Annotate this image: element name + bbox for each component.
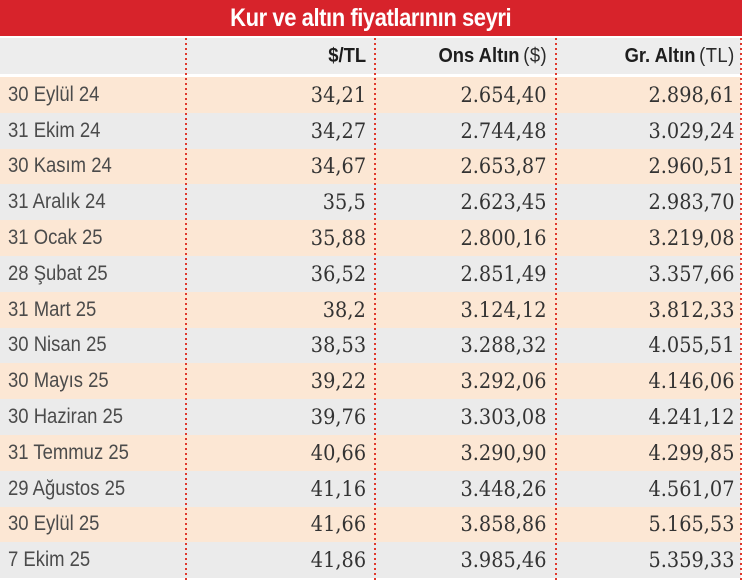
gr-altin-value: 2.983,70 — [648, 190, 735, 215]
usd-try-cell — [186, 435, 375, 471]
date-cell — [0, 507, 186, 543]
usd-try-value: 34,21 — [310, 82, 366, 107]
page-title: Kur ve altın fiyatlarının seyri — [230, 4, 512, 32]
gr-altin-cell — [556, 471, 741, 507]
usd-try-cell — [186, 507, 375, 543]
ons-altin-value: 2.653,87 — [460, 154, 547, 179]
usd-try-cell — [186, 77, 375, 113]
date-label: 30 Eylül 24 — [8, 82, 100, 106]
header-ons-altin-bold: Ons Altın — [438, 44, 520, 67]
ons-altin-cell — [375, 220, 556, 256]
gr-altin-value: 4.146,06 — [648, 369, 735, 394]
table-row — [0, 363, 741, 399]
usd-try-value: 40,66 — [310, 440, 366, 465]
date-cell — [0, 328, 186, 364]
date-label: 31 Temmuz 25 — [8, 440, 129, 464]
header-usd-try-label: $/TL — [328, 44, 366, 67]
gr-altin-cell — [556, 399, 741, 435]
ons-altin-cell — [375, 363, 556, 399]
table-row — [0, 77, 741, 113]
gr-altin-value: 4.561,07 — [648, 476, 735, 501]
ons-altin-value: 3.292,06 — [460, 369, 547, 394]
date-cell — [0, 113, 186, 149]
gr-altin-cell — [556, 435, 741, 471]
prices-table — [0, 38, 741, 578]
ons-altin-value: 3.290,90 — [460, 440, 547, 465]
title-bar — [0, 0, 742, 36]
date-cell — [0, 399, 186, 435]
ons-altin-cell — [375, 399, 556, 435]
ons-altin-value: 3.448,26 — [460, 476, 547, 501]
usd-try-cell — [186, 184, 375, 220]
ons-altin-cell — [375, 256, 556, 292]
date-label: 31 Mart 25 — [8, 297, 97, 321]
usd-try-value: 35,5 — [322, 190, 366, 215]
usd-try-value: 38,53 — [310, 333, 366, 358]
date-cell — [0, 292, 186, 328]
ons-altin-value: 2.851,49 — [460, 261, 547, 286]
usd-try-cell — [186, 399, 375, 435]
date-cell — [0, 184, 186, 220]
usd-try-cell — [186, 256, 375, 292]
date-label: 31 Ekim 24 — [8, 118, 101, 142]
gr-altin-cell — [556, 113, 741, 149]
ons-altin-cell — [375, 149, 556, 185]
gr-altin-cell — [556, 542, 741, 578]
usd-try-value: 38,2 — [322, 297, 366, 322]
usd-try-cell — [186, 363, 375, 399]
header-ons-altin-label — [438, 45, 547, 68]
date-label: 29 Ağustos 25 — [8, 476, 126, 500]
header-gr-altin-unit: (TL) — [699, 44, 735, 67]
table-row — [0, 328, 741, 364]
date-label: 28 Şubat 25 — [8, 261, 108, 285]
gr-altin-cell — [556, 220, 741, 256]
gr-altin-value: 4.299,85 — [648, 440, 735, 465]
ons-altin-value: 3.124,12 — [460, 297, 547, 322]
gr-altin-value: 3.357,66 — [648, 261, 735, 286]
date-cell — [0, 77, 186, 113]
date-cell — [0, 149, 186, 185]
gr-altin-value: 4.055,51 — [648, 333, 735, 358]
ons-altin-value: 2.744,48 — [460, 118, 547, 143]
date-label: 30 Nisan 25 — [8, 333, 107, 357]
ons-altin-cell — [375, 471, 556, 507]
header-ons-altin-cell — [375, 38, 556, 74]
header-date-cell — [0, 38, 186, 74]
ons-altin-cell — [375, 328, 556, 364]
usd-try-value: 41,16 — [310, 476, 366, 501]
usd-try-value: 41,86 — [310, 548, 366, 573]
date-cell — [0, 542, 186, 578]
gr-altin-cell — [556, 77, 741, 113]
ons-altin-value: 3.858,86 — [460, 512, 547, 537]
table-row — [0, 256, 741, 292]
gr-altin-value: 5.165,53 — [648, 512, 735, 537]
table-row — [0, 149, 741, 185]
usd-try-value: 35,88 — [310, 226, 366, 251]
usd-try-cell — [186, 149, 375, 185]
header-gr-altin-label — [625, 45, 735, 68]
usd-try-cell — [186, 542, 375, 578]
ons-altin-cell — [375, 542, 556, 578]
ons-altin-value: 3.985,46 — [460, 548, 547, 573]
ons-altin-value: 2.654,40 — [460, 82, 547, 107]
gr-altin-cell — [556, 328, 741, 364]
ons-altin-value: 3.288,32 — [460, 333, 547, 358]
gr-altin-value: 2.898,61 — [648, 82, 735, 107]
ons-altin-value: 2.800,16 — [460, 226, 547, 251]
ons-altin-value: 2.623,45 — [460, 190, 547, 215]
gr-altin-value: 5.359,33 — [648, 548, 735, 573]
gr-altin-cell — [556, 256, 741, 292]
date-label: 31 Ocak 25 — [8, 226, 103, 250]
date-label: 30 Eylül 25 — [8, 512, 100, 536]
gr-altin-cell — [556, 292, 741, 328]
gr-altin-value: 2.960,51 — [648, 154, 735, 179]
gr-altin-cell — [556, 363, 741, 399]
date-label: 30 Kasım 24 — [8, 154, 112, 178]
ons-altin-value: 3.303,08 — [460, 405, 547, 430]
usd-try-cell — [186, 328, 375, 364]
usd-try-value: 41,66 — [310, 512, 366, 537]
date-cell — [0, 220, 186, 256]
gr-altin-value: 4.241,12 — [648, 405, 735, 430]
date-cell — [0, 471, 186, 507]
usd-try-value: 39,22 — [310, 369, 366, 394]
gr-altin-cell — [556, 507, 741, 543]
date-label: 30 Haziran 25 — [8, 405, 124, 429]
header-gr-altin-bold: Gr. Altın — [624, 44, 696, 67]
table-row — [0, 435, 741, 471]
usd-try-value: 34,67 — [310, 154, 366, 179]
usd-try-cell — [186, 220, 375, 256]
usd-try-cell — [186, 113, 375, 149]
ons-altin-cell — [375, 113, 556, 149]
ons-altin-cell — [375, 292, 556, 328]
usd-try-value: 39,76 — [310, 405, 366, 430]
table-header-row — [0, 38, 741, 74]
header-usd-try-cell — [186, 38, 375, 74]
header-ons-altin-unit: ($) — [523, 44, 547, 67]
date-label: 31 Aralık 24 — [8, 190, 106, 214]
date-label: 7 Ekim 25 — [8, 548, 91, 572]
ons-altin-cell — [375, 77, 556, 113]
table-row — [0, 542, 741, 578]
date-label: 30 Mayıs 25 — [8, 369, 109, 393]
gr-altin-cell — [556, 149, 741, 185]
usd-try-value: 36,52 — [310, 261, 366, 286]
date-cell — [0, 435, 186, 471]
table-body — [0, 77, 741, 578]
table-row — [0, 220, 741, 256]
ons-altin-cell — [375, 184, 556, 220]
table-row — [0, 471, 741, 507]
gr-altin-cell — [556, 184, 741, 220]
gr-altin-value: 3.812,33 — [648, 297, 735, 322]
usd-try-value: 34,27 — [310, 118, 366, 143]
table-row — [0, 399, 741, 435]
ons-altin-cell — [375, 435, 556, 471]
table-row — [0, 184, 741, 220]
table-row — [0, 113, 741, 149]
gr-altin-value: 3.219,08 — [648, 226, 735, 251]
usd-try-cell — [186, 292, 375, 328]
date-cell — [0, 363, 186, 399]
gr-altin-value: 3.029,24 — [648, 118, 735, 143]
ons-altin-cell — [375, 507, 556, 543]
usd-try-cell — [186, 471, 375, 507]
table-row — [0, 507, 741, 543]
date-cell — [0, 256, 186, 292]
table-row — [0, 292, 741, 328]
header-gr-altin-cell — [556, 38, 741, 74]
